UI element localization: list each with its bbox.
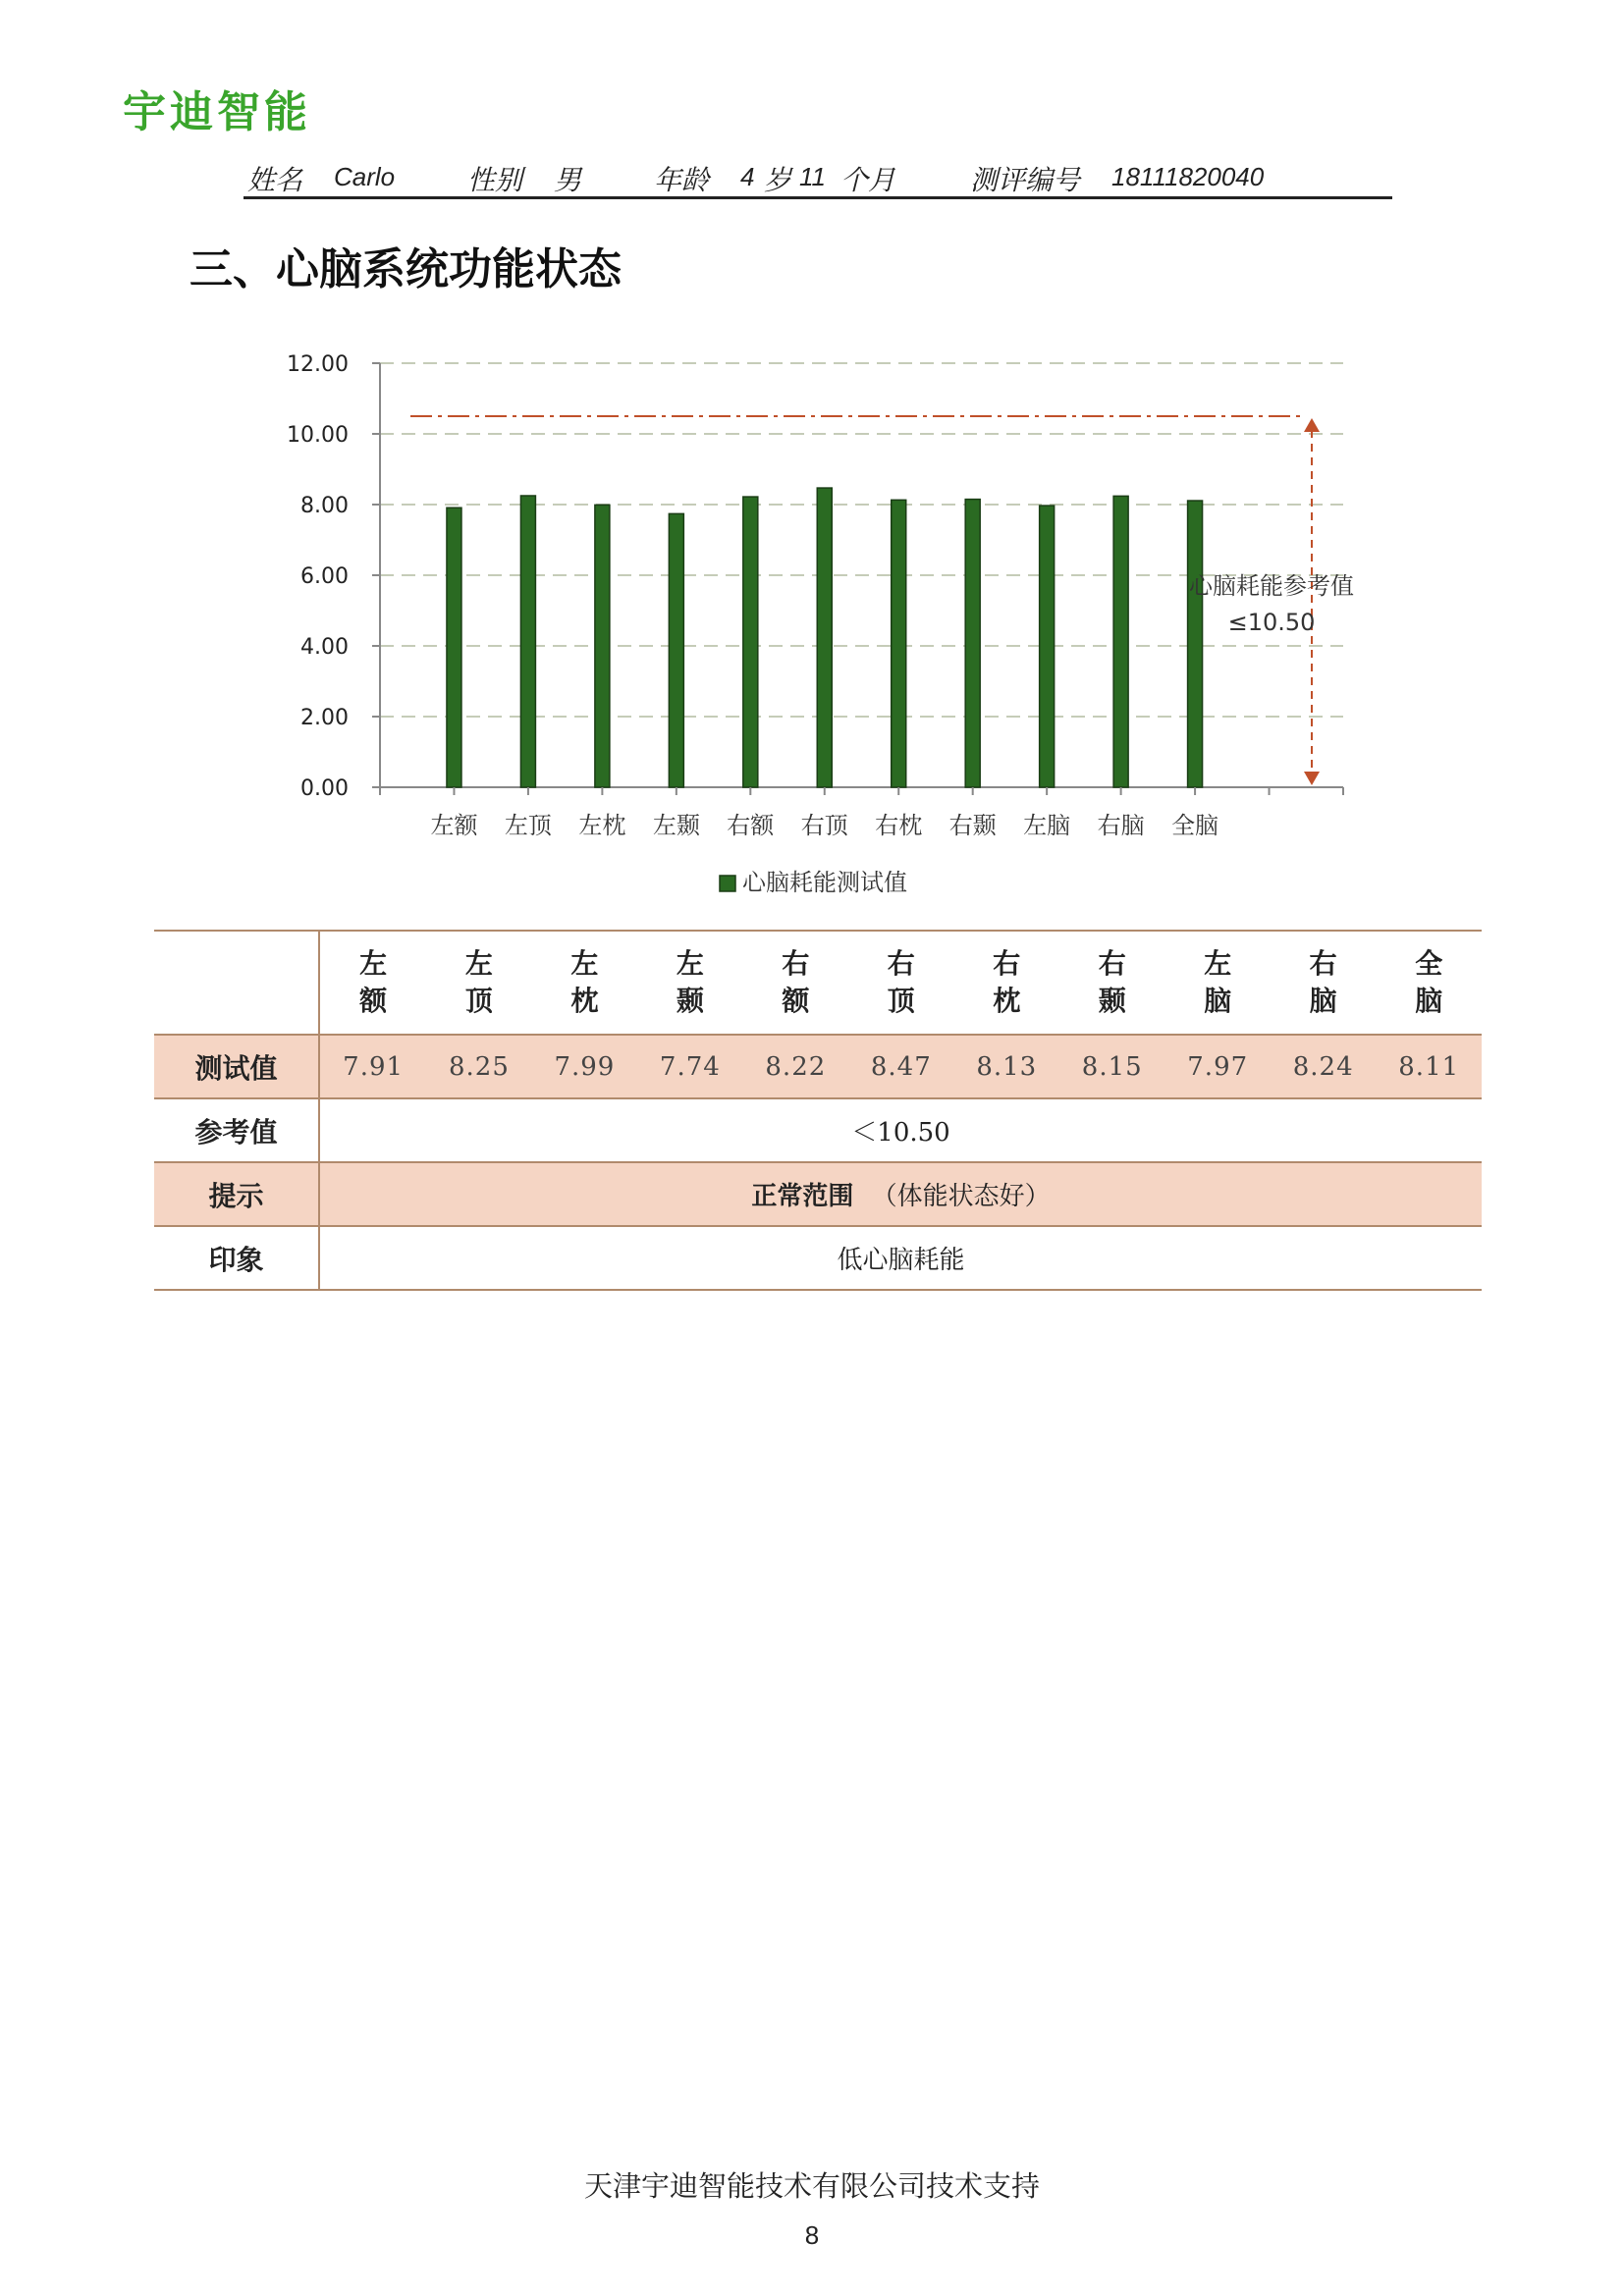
x-tick-label: 左额 xyxy=(430,812,478,839)
legend-label: 心脑耗能测试值 xyxy=(742,869,907,896)
test-value-cell: 8.15 xyxy=(1059,1035,1164,1098)
reference-arrow-up xyxy=(1304,418,1320,432)
bar-9 xyxy=(1113,496,1128,787)
tip-row xyxy=(154,1162,1482,1226)
column-header-char: 右 xyxy=(1309,947,1337,980)
impression-row xyxy=(154,1226,1482,1290)
bar-6 xyxy=(892,500,906,787)
section-title: 三、心脑系统功能状态 xyxy=(189,244,622,294)
impression-value: 低心脑耗能 xyxy=(319,1226,1482,1290)
column-header-10 xyxy=(1376,931,1482,1035)
column-header-char: 左 xyxy=(570,947,599,980)
column-header-8 xyxy=(1164,931,1270,1035)
x-tick-label: 右额 xyxy=(727,812,775,839)
test-value-cell: 7.97 xyxy=(1164,1035,1270,1098)
reference-row xyxy=(154,1098,1482,1162)
impression-label: 印象 xyxy=(154,1226,319,1290)
legend-swatch xyxy=(720,876,735,891)
column-header-5 xyxy=(848,931,953,1035)
column-header-char: 脑 xyxy=(1415,985,1443,1017)
energy-bar-chart xyxy=(0,0,1624,923)
test-value-cell: 7.74 xyxy=(637,1035,742,1098)
test-value-cell: 7.99 xyxy=(532,1035,637,1098)
reference-label-line1: 心脑耗能参考值 xyxy=(1189,572,1354,600)
age-month-unit: 个月 xyxy=(840,164,896,196)
column-header-char: 枕 xyxy=(993,985,1021,1017)
footer-company: 天津宇迪智能技术有限公司技术支持 xyxy=(583,2169,1040,2203)
column-header-char: 左 xyxy=(1204,947,1232,980)
y-tick-label: 8.00 xyxy=(300,494,349,518)
column-header-7 xyxy=(1059,931,1164,1035)
column-header-char: 右 xyxy=(993,947,1021,980)
reference-arrow-down xyxy=(1304,772,1320,785)
bar-1 xyxy=(520,496,535,787)
test-value-cell: 8.24 xyxy=(1271,1035,1376,1098)
y-tick-label: 0.00 xyxy=(300,776,349,801)
column-header-char: 脑 xyxy=(1309,985,1337,1017)
x-tick-label: 右顶 xyxy=(800,812,848,839)
bar-10 xyxy=(1188,501,1203,787)
column-header-6 xyxy=(954,931,1059,1035)
column-header-char: 顶 xyxy=(887,985,915,1017)
test-value-cell: 7.91 xyxy=(319,1035,426,1098)
tip-bold-text: 正常范围 xyxy=(751,1182,854,1211)
name-label: 姓名 xyxy=(247,164,303,196)
test-value-cell: 8.25 xyxy=(426,1035,531,1098)
column-header-1 xyxy=(426,931,531,1035)
table-corner-cell xyxy=(154,931,319,1035)
age-year-unit: 岁 xyxy=(764,164,792,196)
column-header-0 xyxy=(319,931,426,1035)
column-header-char: 额 xyxy=(359,985,388,1017)
column-header-char: 右 xyxy=(782,947,810,980)
column-header-char: 颞 xyxy=(1098,985,1126,1017)
bar-8 xyxy=(1040,506,1055,787)
gender-label: 性别 xyxy=(467,164,523,196)
bar-3 xyxy=(669,513,683,787)
name-value: Carlo xyxy=(334,162,396,191)
x-tick-label: 右脑 xyxy=(1097,812,1145,839)
test-value-cell: 8.47 xyxy=(848,1035,953,1098)
column-header-char: 顶 xyxy=(464,985,493,1017)
page-number: 8 xyxy=(804,2220,820,2250)
table-header-row xyxy=(154,931,1482,1035)
column-header-char: 左 xyxy=(464,947,493,980)
chart-x-axis xyxy=(380,787,1343,839)
reference-value: ＜10.50 xyxy=(319,1098,1482,1162)
test-value-row xyxy=(154,1035,1482,1098)
reference-label: 参考值 xyxy=(154,1098,319,1162)
reference-line-group xyxy=(410,416,1354,785)
x-tick-label: 右枕 xyxy=(875,812,923,839)
column-header-char: 脑 xyxy=(1204,985,1232,1017)
test-value-cell: 8.22 xyxy=(743,1035,848,1098)
bar-5 xyxy=(817,488,832,787)
column-header-char: 左 xyxy=(676,947,704,980)
chart-bars xyxy=(447,488,1203,787)
test-value-cell: 8.13 xyxy=(954,1035,1059,1098)
x-tick-label: 左颞 xyxy=(652,812,700,839)
tip-rest-text: （体能状态好） xyxy=(871,1182,1051,1211)
brand-logo-text: 宇迪智能 xyxy=(123,87,311,137)
column-header-char: 全 xyxy=(1415,947,1443,980)
result-table xyxy=(154,930,1482,1291)
column-header-char: 右 xyxy=(1098,947,1126,980)
chart-y-axis xyxy=(287,352,1343,801)
x-tick-label: 右颞 xyxy=(948,812,997,839)
bar-4 xyxy=(743,497,758,787)
id-label: 测评编号 xyxy=(970,164,1081,196)
column-header-2 xyxy=(532,931,637,1035)
column-header-char: 额 xyxy=(782,985,810,1017)
column-header-4 xyxy=(743,931,848,1035)
x-tick-label: 左枕 xyxy=(578,812,626,839)
x-tick-label: 全脑 xyxy=(1171,812,1219,839)
y-tick-label: 4.00 xyxy=(300,635,349,660)
age-months: 11 xyxy=(799,162,826,191)
test-value-label: 测试值 xyxy=(154,1035,319,1098)
bar-0 xyxy=(447,507,461,787)
column-header-char: 枕 xyxy=(570,985,599,1017)
bar-2 xyxy=(595,505,610,787)
bar-7 xyxy=(965,500,980,787)
y-tick-label: 6.00 xyxy=(300,564,349,589)
y-tick-label: 2.00 xyxy=(300,706,349,730)
age-value: 4 xyxy=(740,162,755,191)
chart-legend xyxy=(720,869,907,896)
x-tick-label: 左顶 xyxy=(504,812,552,839)
column-header-3 xyxy=(637,931,742,1035)
x-tick-label: 左脑 xyxy=(1023,812,1071,839)
column-header-char: 右 xyxy=(887,947,915,980)
reference-label-line2: ≤10.50 xyxy=(1227,609,1316,636)
column-header-char: 颞 xyxy=(676,985,704,1017)
column-header-char: 左 xyxy=(359,947,388,980)
column-header-9 xyxy=(1271,931,1376,1035)
tip-value xyxy=(319,1162,1482,1226)
test-value-cell: 8.11 xyxy=(1376,1035,1482,1098)
y-tick-label: 12.00 xyxy=(287,352,349,377)
id-value: 18111820040 xyxy=(1111,162,1265,191)
age-label: 年龄 xyxy=(654,164,710,196)
y-tick-label: 10.00 xyxy=(287,423,349,448)
gender-value: 男 xyxy=(554,164,582,196)
tip-label: 提示 xyxy=(154,1162,319,1226)
